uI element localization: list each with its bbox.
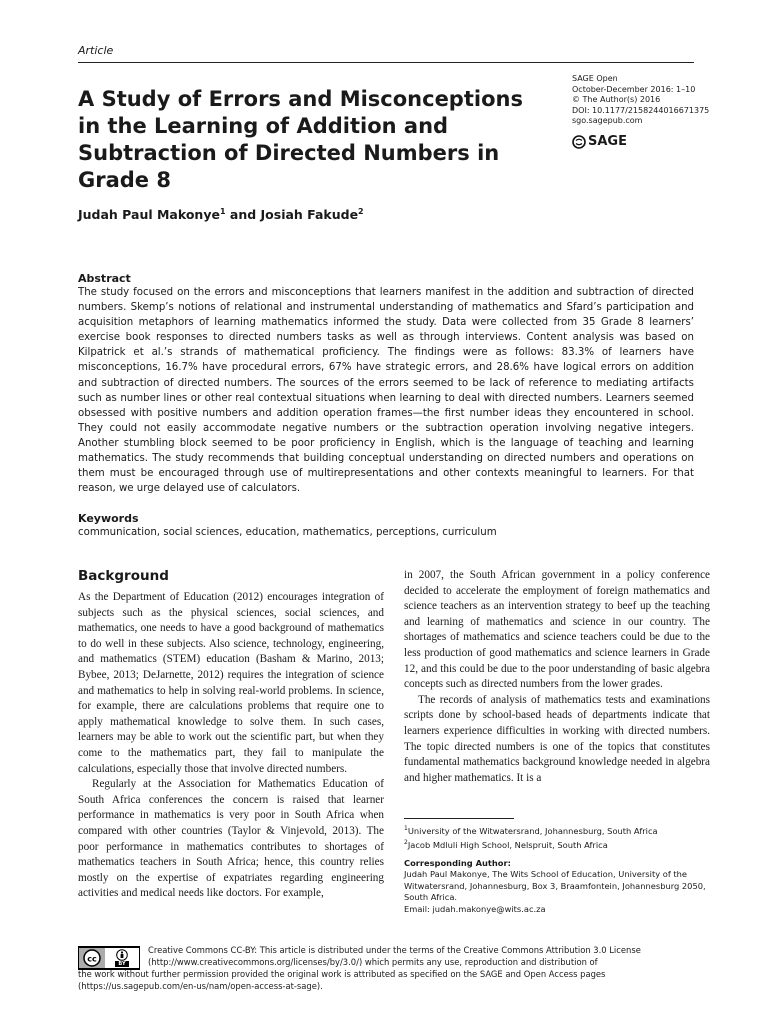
affiliation-footnote xyxy=(404,823,710,837)
badge-label: BY xyxy=(115,961,128,967)
footnote-divider xyxy=(404,818,514,819)
body-paragraph: Regularly at the Association for Mathematics Education of South Africa conferences the concern is raised that learner performance in mathematics is very poor in South Africa when compared with other countries (Taylor & Vinjevold, 2013). The poor performance in mathematics contributes to shortages of mathematics teachers in South Africa; hence, this country relies mostly on the expertise of expatriates regarding engineering activities and medical needs like doctors. For example, xyxy=(78,778,384,900)
footnote-text: University of the Witwatersrand, Johannesburg, South Africa xyxy=(407,825,658,836)
license-text: Creative Commons CC-BY: This article is distributed under the terms of the Creative Commons Attribution 3.0 License (http://www.creativecommons.org/licenses/by/3.0/) which permits any use, reproduction and distribution of xyxy=(148,945,641,967)
author-name: and Josiah Fakude xyxy=(225,207,359,223)
license-text-continued: the work without further permission provided the original work is attributed as specified on the SAGE and Open Access pages (https://us.sagepub.com/en-us/nam/open-access-at-sage). xyxy=(78,969,606,991)
corresponding-author-heading: Corresponding Author: xyxy=(404,857,511,868)
sage-logo-icon xyxy=(572,135,586,149)
attribution-icon xyxy=(105,948,139,968)
footnote-marker: 2 xyxy=(404,839,408,847)
section-heading: Background xyxy=(78,568,169,584)
author-list xyxy=(78,207,364,222)
abstract-section xyxy=(78,272,694,496)
body-column-left xyxy=(78,568,384,902)
body-paragraph: As the Department of Education (2012) encourages integration of subjects such as the physical sciences, social sciences, and mathematics, one needs to have a good background of mathematics to do well in these subjects. Also science, technology, engineering, and mathematics (STEM) education (Basham & Marino, 2013; Bybee, 2013; DeJarnette, 2012) requires the integration of science and mathematics to help in solving real-world problems. In science, for example, there are calculations problems that require one to apply mathematical knowledge to solve them. In such cases, learners may be able to work out the scientific part, but when they come to the mathematics part, they fail to manipulate the calculations, especially those that involve directed numbers. xyxy=(78,591,384,775)
header-divider xyxy=(78,62,694,63)
abstract-heading: Abstract xyxy=(78,272,131,285)
affiliation-marker: 1 xyxy=(219,207,226,216)
journal-name: SAGE Open xyxy=(572,74,618,83)
svg-text:cc: cc xyxy=(87,954,97,964)
keywords-section xyxy=(78,512,694,540)
keywords-heading: Keywords xyxy=(78,512,139,525)
journal-url[interactable]: sgo.sagepub.com xyxy=(572,116,643,125)
article-type-label: Article xyxy=(78,44,114,57)
keywords-text: communication, social sciences, education, mathematics, perceptions, curriculum xyxy=(78,527,497,538)
footnote-text: Jacob Mdluli High School, Nelspruit, South Africa xyxy=(407,840,608,851)
sage-logo xyxy=(572,134,627,149)
body-paragraph: in 2007, the South African government in a policy conference decided to accelerate the employment of foreign mathematics and science teachers as an intervention strategy to beef up the teaching and learning of mathematics and science in our country. The shortages of mathematics and science teachers could be due to the less production of good mathematics and science learners in Grade 12, and this could be due to the poor understanding of basic algebra concepts such as directed numbers from the lower grades. xyxy=(404,569,710,691)
abstract-text: The study focused on the errors and misconceptions that learners manifest in the addition and subtraction of directed numbers. Skemp’s notions of relational and instrumental understanding of mathematics and Sfard’s participation and acquisition metaphors of learning mathematics informed the study. Data were collected from 35 Grade 8 learners’ exercise book responses to directed numbers tasks as well as through interviews. Content analysis was based on Kilpatrick et al.’s strands of mathematical proficiency. The findings were as follows: 83.3% of learners have misconceptions, 16.7% have procedural errors, 67% have strategic errors, and 28.6% have logical errors on addition and subtraction of directed numbers. The sources of the errors seemed to be lack of reference to mediating artifacts such as number lines or other real contextual situations when learning to deal with directed numbers. Learners seemed obsessed with positive numbers and addition operation frames—the first number ideas they encountered in school. They could not easily accommodate negative numbers or the subtraction operation involving negative integers. Another stumbling block seemed to be poor proficiency in English, which is the language of teaching and learning mathematics. The study recommends that building conceptual understanding on directed numbers and operations on them must be encouraged through use of multirepresentations and other contexts meaningful to learners. For that reason, we urge delayed use of calculators. xyxy=(78,287,694,495)
journal-doi[interactable]: DOI: 10.1177/2158244016671375 xyxy=(572,105,710,115)
journal-copyright: © The Author(s) 2016 xyxy=(572,95,661,104)
corresponding-author-text: Judah Paul Makonye, The Wits School of Education, University of the Witwatersrand, Johannesburg, Box 3, Braamfontein, Johannesburg 2050, South Africa. xyxy=(404,869,706,903)
corresponding-author-email[interactable]: Email: judah.makonye@wits.ac.za xyxy=(404,903,546,914)
author-name: Judah Paul Makonye xyxy=(78,207,220,223)
paper-title: A Study of Errors and Misconceptions in the Learning of Addition and Subtraction of Directed Numbers in Grade 8 xyxy=(78,87,523,192)
body-paragraph: The records of analysis of mathematics tests and examinations scripts done by school-based heads of departments indicate that learners experience difficulties in working with directed numbers. The topic directed numbers is one of the topics that constitutes fundamental mathematics background knowledge needed in algebra and higher mathematics. It is a xyxy=(404,693,710,784)
journal-info xyxy=(572,74,709,127)
affiliation-marker: 2 xyxy=(358,207,364,216)
cc-by-badge[interactable] xyxy=(78,946,140,970)
sage-logo-text: SAGE xyxy=(588,134,627,149)
journal-issue: October-December 2016: 1–10 xyxy=(572,84,696,94)
body-column-right xyxy=(404,568,710,786)
affiliation-footnote xyxy=(404,837,710,851)
creative-commons-icon xyxy=(79,948,105,968)
footnotes xyxy=(404,818,710,915)
footnote-marker: 1 xyxy=(404,825,408,832)
